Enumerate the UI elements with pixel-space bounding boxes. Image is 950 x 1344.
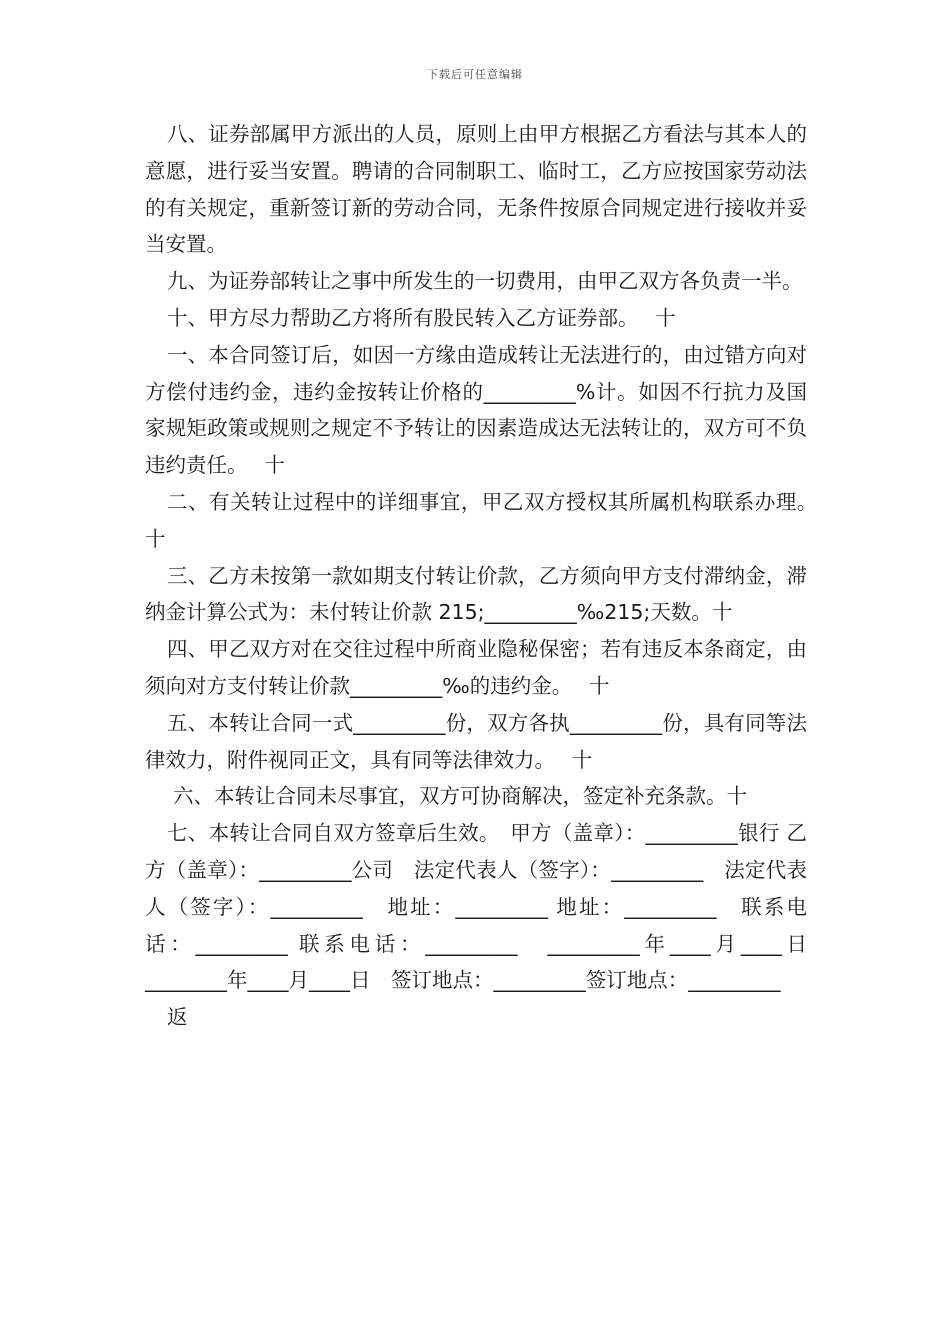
clause-15: 五、本转让合同一式_________份，双方各执_________份，具有同等法律效力，附件视同正文，具有同等法律效力。 十 bbox=[145, 710, 807, 772]
clause-11: 一、本合同签订后，如因一方缘由造成转让无法进行的，由过错方向对方偿付违约金，违约金按转让价格的_________%计。如因不行抗力及国家规矩政策或规则之规定不予转让的因素造成达无法转让的，双方可不负违约责任。 十 bbox=[145, 342, 807, 478]
page-header: 下载后可任意编辑 bbox=[427, 68, 523, 81]
clause-12: 二、有关转让过程中的详细事宜，甲乙双方授权其所属机构联系办理。 十 bbox=[145, 489, 835, 551]
clause-17-signatures: 七、本转让合同自双方签章后生效。 甲方（盖章）：_________银行 乙方（盖章）：_________公司 法定代表人（签字）：_________ 法定代表人（签字）：_________ 地址：_________ 地址：_________ 联系电话：_________ 联系电话：_________ _________年____月____日 ________年____月____日 签订地点：_________签订地点：_________ bbox=[145, 821, 807, 993]
clause-9: 九、为证券部转让之事中所发生的一切费用，由甲乙双方各负责一半。 bbox=[167, 269, 803, 294]
document-body bbox=[145, 116, 835, 1036]
clause-13: 三、乙方未按第一款如期支付转让价款，乙方须向甲方支付滞纳金，滞纳金计算公式为：未付转让价款 215;_________‰215;天数。十 bbox=[145, 563, 807, 625]
clause-10: 十、甲方尽力帮助乙方将所有股民转入乙方证券部。 十 bbox=[167, 305, 676, 330]
clause-16: 六、本转让合同未尽事宜，双方可协商解决，签定补充条款。十 bbox=[173, 784, 747, 809]
return-link[interactable]: 返 bbox=[167, 1005, 188, 1030]
clause-14: 四、甲乙双方对在交往过程中所商业隐秘保密；若有违反本条商定，由须向对方支付转让价款_________‰的违约金。 十 bbox=[145, 637, 807, 698]
clause-8: 八、证券部属甲方派出的人员，原则上由甲方根据乙方看法与其本人的意愿，进行妥当安置。聘请的合同制职工、临时工，乙方应按国家劳动法的有关规定，重新签订新的劳动合同，无条件按原合同规定进行接收并妥当安置。 bbox=[145, 122, 807, 257]
